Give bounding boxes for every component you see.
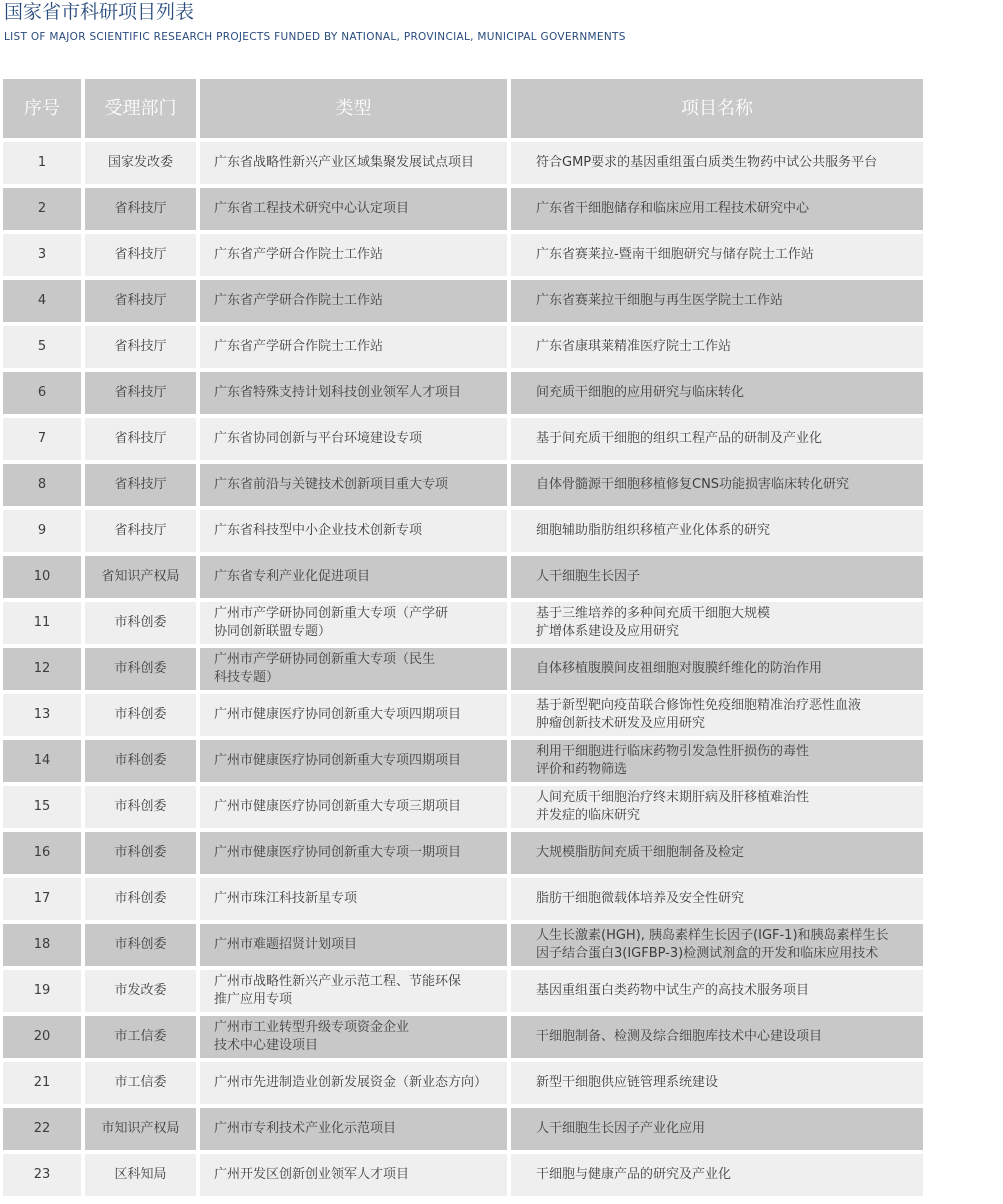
cell-no (3, 556, 81, 598)
cell-name-text: 细胞辅助脂肪组织移植产业化体系的研究 (536, 523, 771, 538)
cell-dept-text: 省科技厅 (114, 477, 167, 492)
cell-type-text: 广东省工程技术研究中心认定项目 (214, 201, 410, 216)
cell-type-text: 广东省协同创新与平台环境建设专项 (214, 431, 423, 446)
cell-name (511, 740, 923, 782)
cell-name-text: 干细胞与健康产品的研究及产业化 (536, 1167, 732, 1182)
cell-name (511, 694, 923, 736)
cell-name (511, 786, 923, 828)
cell-name (511, 372, 923, 414)
cell-no (3, 510, 81, 552)
cell-no (3, 326, 81, 368)
cell-name (511, 234, 923, 276)
cell-type (200, 464, 507, 506)
cell-no (3, 418, 81, 460)
cell-name-text: 利用干细胞进行临床药物引发急性肝损伤的毒性 评价和药物筛选 (536, 744, 810, 777)
cell-dept-text: 市工信委 (114, 1075, 167, 1090)
cell-no-text: 18 (33, 937, 51, 952)
cell-name-text: 人间充质干细胞治疗终末期肝病及肝移植难治性 并发症的临床研究 (536, 790, 810, 823)
cell-dept (85, 188, 196, 230)
cell-no (3, 970, 81, 1012)
page-title: 国家省市科研项目列表 (4, 1, 195, 23)
cell-no-text: 1 (37, 155, 47, 170)
cell-dept-text: 省科技厅 (114, 339, 167, 354)
cell-dept-text: 市工信委 (114, 1029, 167, 1044)
cell-name (511, 1108, 923, 1150)
cell-dept (85, 924, 196, 966)
cell-dept-text: 市科创委 (114, 845, 167, 860)
cell-no-text: 22 (33, 1121, 51, 1136)
table-row (3, 188, 923, 230)
table-row (3, 510, 923, 552)
cell-dept-text: 市科创委 (114, 615, 167, 630)
cell-type (200, 280, 507, 322)
cell-no (3, 1108, 81, 1150)
cell-type (200, 740, 507, 782)
cell-dept (85, 418, 196, 460)
cell-name-text: 广东省康琪莱精准医疗院士工作站 (536, 339, 732, 354)
cell-type (200, 878, 507, 920)
cell-name (511, 418, 923, 460)
column-header-type: 类型 (200, 79, 507, 138)
table-row (3, 464, 923, 506)
cell-name (511, 602, 923, 644)
cell-type-text: 广州市产学研协同创新重大专项（民生 科技专题） (214, 652, 436, 685)
cell-name-text: 基于间充质干细胞的组织工程产品的研制及产业化 (536, 431, 823, 446)
cell-no-text: 7 (37, 431, 47, 446)
cell-type-text: 广州开发区创新创业领军人才项目 (214, 1167, 410, 1182)
cell-no-text: 20 (33, 1029, 51, 1044)
cell-name (511, 970, 923, 1012)
cell-no (3, 878, 81, 920)
cell-name (511, 924, 923, 966)
cell-type (200, 556, 507, 598)
cell-type-text: 广州市战略性新兴产业示范工程、节能环保 推广应用专项 (214, 974, 462, 1007)
cell-name (511, 326, 923, 368)
cell-dept (85, 694, 196, 736)
cell-no-text: 9 (37, 523, 47, 538)
cell-no-text: 8 (37, 477, 47, 492)
cell-type-text: 广州市健康医疗协同创新重大专项四期项目 (214, 753, 462, 768)
cell-name-text: 自体骨髓源干细胞移植修复CNS功能损害临床转化研究 (536, 477, 850, 492)
table-row (3, 648, 923, 690)
cell-dept-text: 省科技厅 (114, 385, 167, 400)
cell-dept-text: 市科创委 (114, 753, 167, 768)
cell-no (3, 142, 81, 184)
cell-no-text: 21 (33, 1075, 51, 1090)
cell-name-text: 广东省干细胞储存和临床应用工程技术研究中心 (536, 201, 810, 216)
table-row (3, 372, 923, 414)
cell-no-text: 13 (33, 707, 51, 722)
cell-no-text: 16 (33, 845, 51, 860)
cell-type (200, 694, 507, 736)
cell-name-text: 新型干细胞供应链管理系统建设 (536, 1075, 719, 1090)
projects-table (3, 79, 923, 1200)
column-header-name: 项目名称 (511, 79, 923, 138)
cell-dept (85, 234, 196, 276)
table-row (3, 142, 923, 184)
cell-dept (85, 602, 196, 644)
cell-name-text: 人干细胞生长因子 (536, 569, 641, 584)
table-row (3, 878, 923, 920)
cell-dept (85, 1108, 196, 1150)
cell-dept (85, 1016, 196, 1058)
cell-no-text: 11 (33, 615, 51, 630)
cell-no-text: 23 (33, 1167, 51, 1182)
table-row (3, 832, 923, 874)
cell-name (511, 1016, 923, 1058)
cell-dept (85, 740, 196, 782)
cell-dept-text: 省科技厅 (114, 247, 167, 262)
table-row (3, 326, 923, 368)
cell-name-text: 广东省赛莱拉-暨南干细胞研究与储存院士工作站 (536, 247, 814, 262)
cell-type (200, 510, 507, 552)
cell-type (200, 1154, 507, 1196)
cell-type (200, 832, 507, 874)
cell-dept-text: 市科创委 (114, 707, 167, 722)
table-row (3, 786, 923, 828)
table-row (3, 924, 923, 966)
cell-no-text: 14 (33, 753, 51, 768)
cell-dept (85, 1062, 196, 1104)
page-subtitle: LIST OF MAJOR SCIENTIFIC RESEARCH PROJECTS FUNDED BY NATIONAL, PROVINCIAL, MUNICIPAL GOVERNMENTS (4, 31, 626, 43)
cell-dept (85, 280, 196, 322)
cell-dept-text: 省科技厅 (114, 431, 167, 446)
cell-type-text: 广东省科技型中小企业技术创新专项 (214, 523, 423, 538)
cell-type (200, 786, 507, 828)
table-row (3, 602, 923, 644)
cell-type-text: 广州市专利技术产业化示范项目 (214, 1121, 397, 1136)
cell-type (200, 142, 507, 184)
cell-no-text: 3 (37, 247, 47, 262)
cell-name-text: 基于三维培养的多种间充质干细胞大规模 扩增体系建设及应用研究 (536, 606, 771, 639)
cell-no-text: 5 (37, 339, 47, 354)
table-row (3, 740, 923, 782)
cell-dept (85, 832, 196, 874)
cell-no-text: 2 (37, 201, 47, 216)
cell-dept-text: 市科创委 (114, 937, 167, 952)
column-header-no: 序号 (3, 79, 81, 138)
cell-dept (85, 970, 196, 1012)
cell-name-text: 干细胞制备、检测及综合细胞库技术中心建设项目 (536, 1029, 823, 1044)
cell-type (200, 1016, 507, 1058)
cell-type (200, 1062, 507, 1104)
cell-type (200, 418, 507, 460)
cell-dept-text: 省科技厅 (114, 523, 167, 538)
cell-name (511, 188, 923, 230)
cell-type (200, 924, 507, 966)
table-row (3, 1108, 923, 1150)
cell-name (511, 1154, 923, 1196)
cell-dept (85, 510, 196, 552)
table-row (3, 1154, 923, 1196)
cell-no (3, 1062, 81, 1104)
cell-name-text: 符合GMP要求的基因重组蛋白质类生物药中试公共服务平台 (536, 155, 878, 170)
cell-name-text: 基因重组蛋白类药物中试生产的高技术服务项目 (536, 983, 810, 998)
cell-dept-text: 市发改委 (114, 983, 167, 998)
cell-dept-text: 市科创委 (114, 891, 167, 906)
cell-type-text: 广东省专利产业化促进项目 (214, 569, 371, 584)
cell-dept (85, 648, 196, 690)
cell-no (3, 188, 81, 230)
cell-type (200, 648, 507, 690)
cell-no-text: 17 (33, 891, 51, 906)
cell-type-text: 广州市健康医疗协同创新重大专项四期项目 (214, 707, 462, 722)
cell-type (200, 326, 507, 368)
cell-type (200, 602, 507, 644)
cell-name-text: 间充质干细胞的应用研究与临床转化 (536, 385, 745, 400)
cell-dept (85, 326, 196, 368)
cell-name (511, 280, 923, 322)
cell-dept (85, 786, 196, 828)
cell-type-text: 广东省产学研合作院士工作站 (214, 293, 384, 308)
cell-type-text: 广州市珠江科技新星专项 (214, 891, 358, 906)
cell-dept (85, 464, 196, 506)
cell-name (511, 878, 923, 920)
cell-no (3, 280, 81, 322)
cell-dept-text: 省知识产权局 (101, 569, 180, 584)
cell-no (3, 832, 81, 874)
table-row (3, 970, 923, 1012)
cell-no-text: 4 (37, 293, 47, 308)
cell-dept-text: 市知识产权局 (101, 1121, 180, 1136)
cell-name-text: 人干细胞生长因子产业化应用 (536, 1121, 706, 1136)
column-header-dept: 受理部门 (85, 79, 196, 138)
cell-type-text: 广东省产学研合作院士工作站 (214, 247, 384, 262)
table-row (3, 556, 923, 598)
cell-no (3, 924, 81, 966)
cell-no-text: 10 (33, 569, 51, 584)
cell-dept (85, 878, 196, 920)
cell-type (200, 188, 507, 230)
cell-type-text: 广州市健康医疗协同创新重大专项三期项目 (214, 799, 462, 814)
cell-dept-text: 市科创委 (114, 661, 167, 676)
cell-type (200, 234, 507, 276)
cell-name (511, 1062, 923, 1104)
cell-no (3, 234, 81, 276)
cell-dept-text: 区科知局 (114, 1167, 167, 1182)
cell-type-text: 广东省特殊支持计划科技创业领军人才项目 (214, 385, 462, 400)
table-row (3, 1062, 923, 1104)
cell-name (511, 648, 923, 690)
cell-dept (85, 372, 196, 414)
table-header-row (3, 79, 923, 138)
cell-name (511, 464, 923, 506)
cell-name-text: 脂肪干细胞微载体培养及安全性研究 (536, 891, 745, 906)
cell-type-text: 广州市难题招贤计划项目 (214, 937, 358, 952)
cell-type-text: 广州市工业转型升级专项资金企业 技术中心建设项目 (214, 1020, 410, 1053)
cell-no-text: 6 (37, 385, 47, 400)
cell-type (200, 1108, 507, 1150)
cell-no-text: 19 (33, 983, 51, 998)
cell-type-text: 广州市产学研协同创新重大专项（产学研 协同创新联盟专题） (214, 606, 449, 639)
cell-no (3, 648, 81, 690)
cell-dept-text: 国家发改委 (107, 155, 173, 170)
table-row (3, 234, 923, 276)
cell-no (3, 464, 81, 506)
cell-name (511, 510, 923, 552)
cell-no-text: 15 (33, 799, 51, 814)
cell-no (3, 786, 81, 828)
cell-no (3, 1154, 81, 1196)
cell-dept (85, 556, 196, 598)
cell-no-text: 12 (33, 661, 51, 676)
cell-name-text: 自体移植腹膜间皮祖细胞对腹膜纤维化的防治作用 (536, 661, 823, 676)
cell-no (3, 694, 81, 736)
cell-name (511, 832, 923, 874)
table-row (3, 1016, 923, 1058)
cell-type-text: 广东省战略性新兴产业区域集聚发展试点项目 (214, 155, 475, 170)
cell-dept (85, 1154, 196, 1196)
cell-dept-text: 省科技厅 (114, 201, 167, 216)
cell-name-text: 基于新型靶向疫苗联合修饰性免疫细胞精准治疗恶性血液 肿瘤创新技术研发及应用研究 (536, 698, 862, 731)
table-row (3, 418, 923, 460)
cell-no (3, 372, 81, 414)
cell-type (200, 970, 507, 1012)
table-body (3, 142, 923, 1196)
cell-name-text: 大规模脂肪间充质干细胞制备及检定 (536, 845, 745, 860)
cell-dept-text: 市科创委 (114, 799, 167, 814)
cell-dept-text: 省科技厅 (114, 293, 167, 308)
cell-name (511, 556, 923, 598)
table-row (3, 280, 923, 322)
cell-no (3, 740, 81, 782)
cell-type-text: 广东省前沿与关键技术创新项目重大专项 (214, 477, 449, 492)
cell-type-text: 广州市先进制造业创新发展资金（新业态方向） (214, 1075, 488, 1090)
table-row (3, 694, 923, 736)
cell-type-text: 广东省产学研合作院士工作站 (214, 339, 384, 354)
cell-name-text: 人生长激素(HGH), 胰岛素样生长因子(IGF-1)和胰岛素样生长 因子结合蛋白3(IGFBP-3)检测试剂盒的开发和临床应用技术 (536, 928, 889, 961)
cell-name-text: 广东省赛莱拉干细胞与再生医学院士工作站 (536, 293, 784, 308)
cell-no (3, 1016, 81, 1058)
cell-dept (85, 142, 196, 184)
cell-type (200, 372, 507, 414)
cell-type-text: 广州市健康医疗协同创新重大专项一期项目 (214, 845, 462, 860)
cell-no (3, 602, 81, 644)
cell-name (511, 142, 923, 184)
